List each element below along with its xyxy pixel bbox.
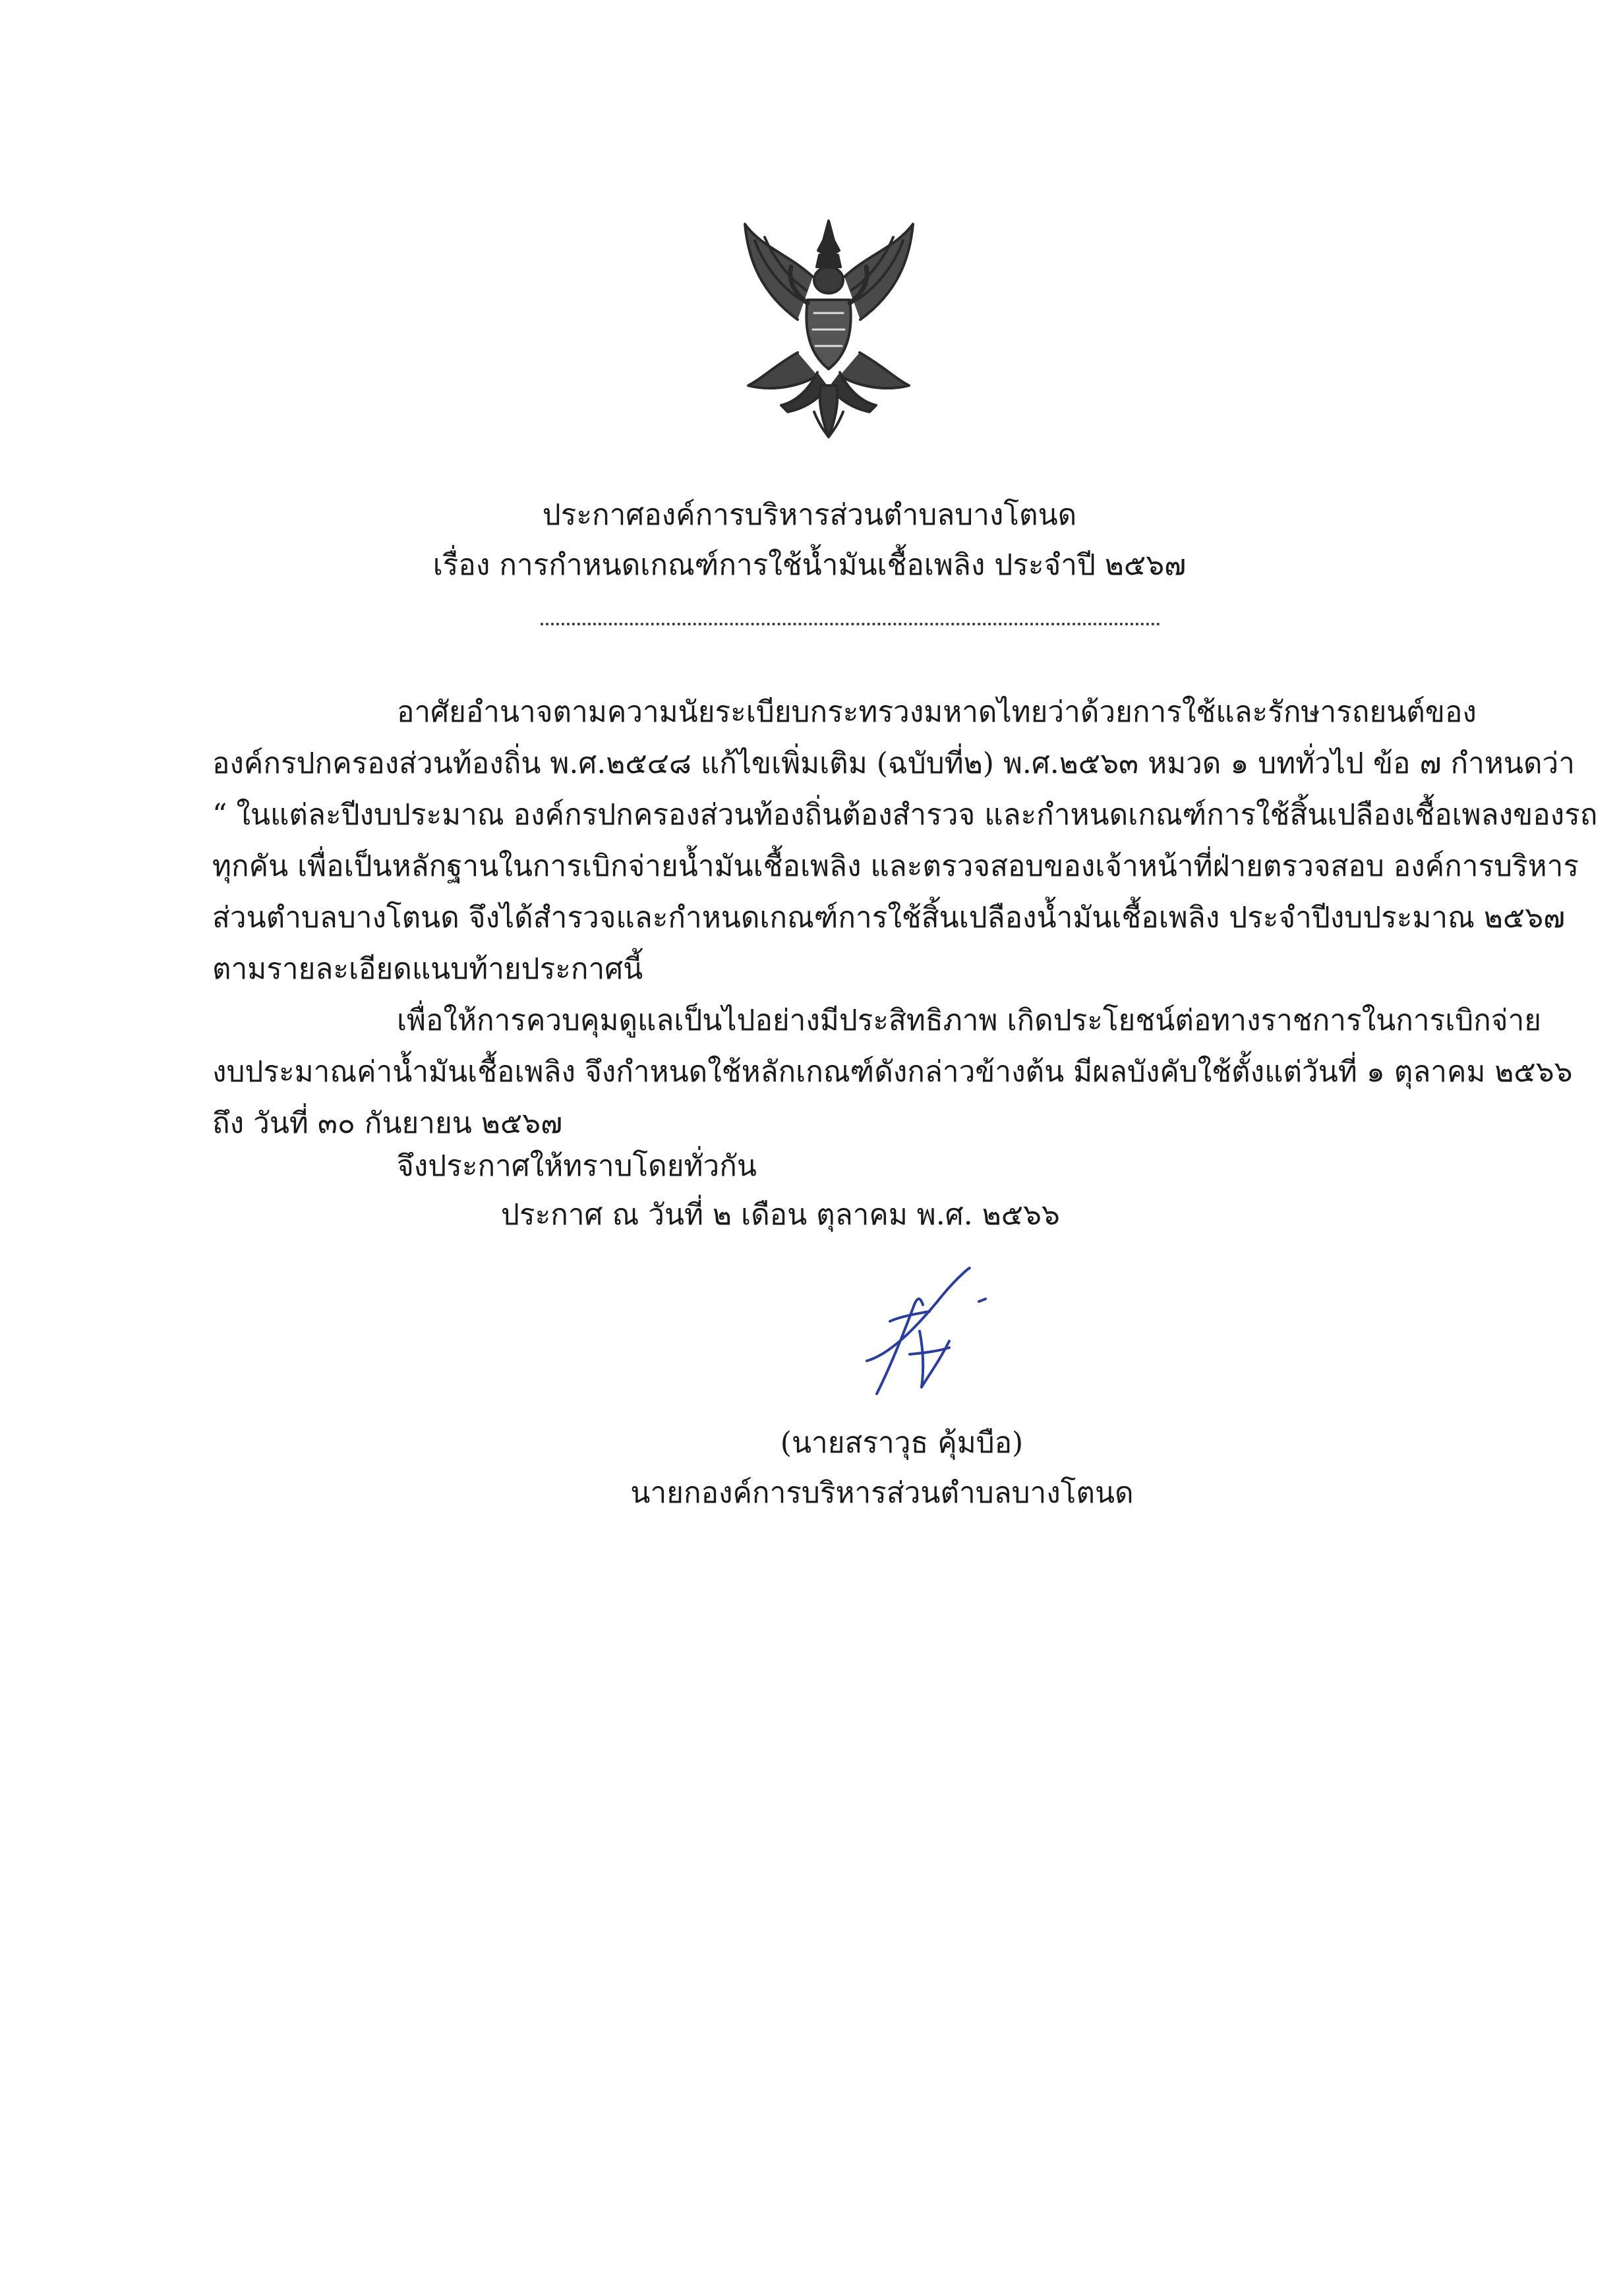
paragraph-line: เพื่อให้การควบคุมดูแลเป็นไปอย่างมีประสิทธิภาพ เกิดประโยชน์ต่อทางราชการในการเบิกจ่าย [397, 1004, 1542, 1037]
signer-name: (นายสราวุธ คุ้มบือ) [780, 1426, 1024, 1460]
announcement-title: ประกาศองค์การบริหารส่วนตำบลบางโตนด [542, 498, 1077, 532]
signer-position: นายกองค์การบริหารส่วนตำบลบางโตนด [630, 1476, 1134, 1510]
paragraph-line: ตามรายละเอียดแนบท้ายประกาศนี้ [212, 952, 643, 986]
paragraph-line: องค์กรปกครองส่วนท้องถิ่น พ.ศ.๒๕๔๘ แก้ไขเพิ่มเติม (ฉบับที่๒) พ.ศ.๒๕๖๓ หมวด ๑ บททั่วไป ข้อ ๗ กำหนดว่า [212, 747, 1575, 780]
body-paragraph-1 [212, 687, 1598, 995]
announcement-subject: เรื่อง การกำหนดเกณฑ์การใช้น้ำมันเชื้อเพลิง ประจำปี ๒๕๖๗ [432, 548, 1187, 582]
paragraph-line: อาศัยอำนาจตามความนัยระเบียบกระทรวงมหาดไทยว่าด้วยการใช้และรักษารถยนต์ของ [397, 695, 1477, 729]
body-paragraph-2 [212, 995, 1573, 1149]
handwritten-signature [850, 1255, 1002, 1407]
garuda-emblem-icon [735, 214, 923, 442]
paragraph-line: ทุกคัน เพื่อเป็นหลักฐานในการเบิกจ่ายน้ำมันเชื้อเพลิง และตรวจสอบของเจ้าหน้าที่ฝ่ายตรวจสอบ องค์การบริหาร [212, 849, 1579, 883]
closing-statement: จึงประกาศให้ทราบโดยทั่วกัน [397, 1149, 757, 1183]
paragraph-line: ถึง วันที่ ๓๐ กันยายน ๒๕๖๗ [212, 1106, 563, 1140]
paragraph-line: งบประมาณค่าน้ำมันเชื้อเพลิง จึงกำหนดใช้หลักเกณฑ์ดังกล่าวข้างต้น มีผลบังคับใช้ตั้งแต่วันที่ ๑ ตุลาคม ๒๕๖๖ [212, 1055, 1573, 1089]
announcement-date: ประกาศ ณ วันที่ ๒ เดือน ตุลาคม พ.ศ. ๒๕๖๖ [501, 1198, 1060, 1232]
dotted-divider [541, 596, 1160, 625]
paragraph-line: “ ในแต่ละปีงบประมาณ องค์กรปกครองส่วนท้องถิ่นต้องสำรวจ และกำหนดเกณฑ์การใช้สิ้นเปลืองเชื้อเพลงของรถ [212, 798, 1598, 832]
paragraph-line: ส่วนตำบลบางโตนด จึงได้สำรวจและกำหนดเกณฑ์การใช้สิ้นเปลืองน้ำมันเชื้อเพลิง ประจำปีงบประมาณ ๒๕๖๗ [212, 901, 1566, 934]
